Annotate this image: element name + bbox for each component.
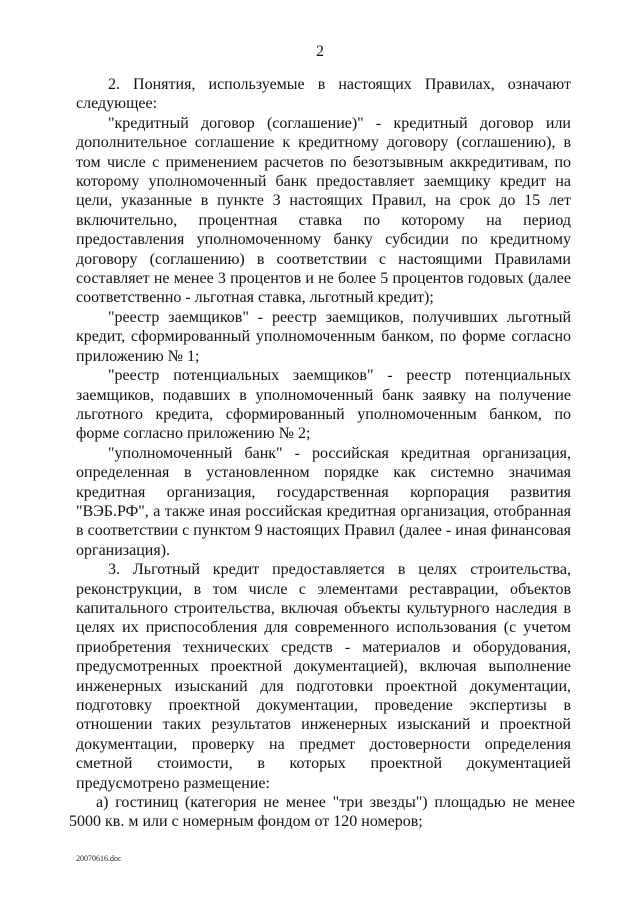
paragraph-definitions-intro: 2. Понятия, используемые в настоящих Правилах, означают следующее: [76,76,571,113]
document-body [69,75,575,832]
paragraph-preferential-credit-purpose: 3. Льготный кредит предоставляется в целях строительства, реконструкции, в том числе с элементами реставрации, объектов капитального строительства, включая объекты культурного наследия в целях их приспособления для современного использования (с учетом приобретения технических средств - материалов и оборудования, предусмотренных проектной документацией), включая выполнение инженерных изысканий для подготовки проектной документации, подготовку проектной документации, проведение экспертизы в отношении таких результатов инженерных изысканий и проектной документации, проверку на предмет достоверности определения сметной стоимости, в которых проектной документацией предусмотрено размещение: [76,561,571,792]
page-number: 2 [316,43,324,60]
paragraph-credit-agreement: "кредитный договор (соглашение)" - кредитный договор или дополнительное соглашение к кредитному договору (соглашению), в том числе с применением расчетов по безотзывным аккредитивам, по которому уполномоченный банк предоставляет заемщику кредит на цели, указанные в пункте 3 настоящих Правил, на срок до 15 лет включительно, процентная ставка по которому на период предоставления уполномоченному банку субсидии по кредитному договору (соглашению) в соответствии с настоящими Правилами составляет не менее 3 процентов и не более 5 процентов годовых (далее соответственно - льготная ставка, льготный кредит); [76,114,571,307]
paragraph-authorized-bank: "уполномоченный банк" - российская кредитная организация, определенная в установленном порядке как системно значимая кредитная организация, государственная корпорация развития "ВЭБ.РФ", а также иная российская кредитная организация, отобранная в соответствии с пунктом 9 настоящих Правил (далее - иная финансовая организация). [76,444,571,559]
footer-document-code: 20070616.doc [76,854,122,863]
paragraph-potential-borrower-registry: "реестр потенциальных заемщиков" - реестр потенциальных заемщиков, подавших в уполномоченный банк заявку на получение льготного кредита, сформированный уполномоченным банком, по форме согласно приложению № 2; [76,367,571,443]
paragraph-borrower-registry: "реестр заемщиков" - реестр заемщиков, получивших льготный кредит, сформированный уполномоченным банком, по форме согласно приложению № 1; [76,308,571,365]
paragraph-hotels-subitem: а) гостиниц (категория не менее "три звезды") площадью не менее 5000 кв. м или с номерным фондом от 120 номеров; [69,794,575,831]
